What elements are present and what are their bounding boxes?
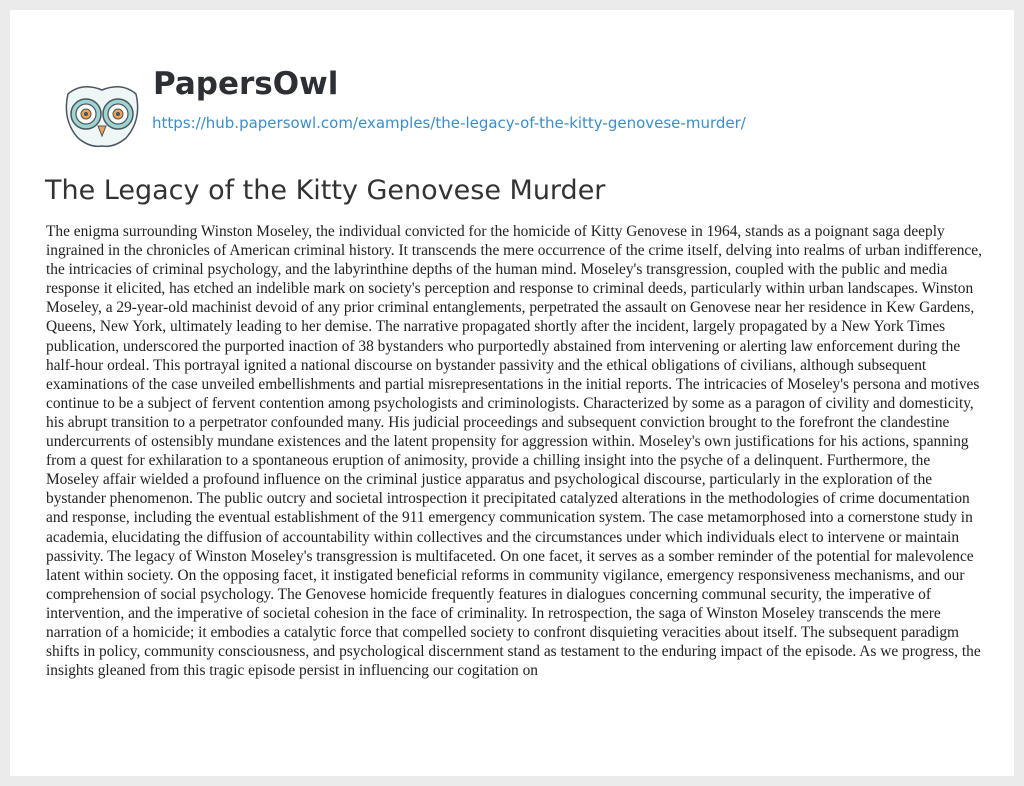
brand-name: PapersOwl <box>153 66 339 102</box>
page-title: The Legacy of the Kitty Genovese Murder <box>45 175 606 206</box>
owl-logo-icon <box>62 84 142 148</box>
essay-body: The enigma surrounding Winston Moseley, the individual convicted for the homicide of Kitty Genovese in 1964, stands as a poignant saga deeply ingrained in the chronicles of American criminal history. It transcends the mere occurrence of the crime itself, delving into realms of urban indifference, the intricacies of criminal psychology, and the labyrinthine depths of the human mind. Moseley's transgression, coupled with the public and media response it elicited, has etched an indelible mark on society's perception and response to criminal deeds, particularly within urban landscapes. Winston Moseley, a 29-year-old machinist devoid of any prior criminal entanglements, perpetrated the assault on Genovese near her residence in Kew Gardens, Queens, New York, ultimately leading to her demise. The narrative propagated shortly after the incident, largely propagated by a New York Times publication, underscored the purported inaction of 38 bystanders who purportedly abstained from intervening or alerting law enforcement during the half-hour ordeal. This portrayal ignited a national discourse on bystander passivity and the ethical obligations of civilians, although subsequent examinations of the case unveiled embellishments and partial misrepresentations in the initial reports. The intricacies of Moseley's persona and motives continue to be a subject of fervent contention among psychologists and criminologists. Characterized by some as a paragon of civility and domesticity, his abrupt transition to a perpetrator confounded many. His judicial proceedings and subsequent conviction brought to the forefront the clandestine undercurrents of ostensibly mundane existences and the latent propensity for aggression within. Moseley's own justifications for his actions, spanning from a quest for exhilaration to a spontaneous eruption of animosity, provide a chilling insight into the psyche of a delinquent. Furthermore, the Moseley affair wielded a profound influence on the criminal justice apparatus and psychological discourse, particularly in the exploration of the bystander phenomenon. The public outcry and societal introspection it precipitated catalyzed alterations in the methodologies of crime documentation and response, including the eventual establishment of the 911 emergency communication system. The case metamorphosed into a cornerstone study in academia, elucidating the diffusion of accountability within collectives and the circumstances under which individuals elect to intervene or maintain passivity. The legacy of Winston Moseley's transgression is multifaceted. On one facet, it serves as a somber reminder of the potential for malevolence latent within society. On the opposing facet, it instigated beneficial reforms in community vigilance, emergency responsiveness mechanisms, and our comprehension of social psychology. The Genovese homicide frequently features in dialogues concerning communal security, the imperative of intervention, and the imperative of societal cohesion in the face of criminality. In retrospection, the saga of Winston Moseley transcends the mere narration of a homicide; it embodies a catalytic force that compelled society to confront disquieting veracities about itself. The subsequent paradigm shifts in policy, community consciousness, and psychological discernment stand as testament to the enduring impact of the episode. As we progress, the insights gleaned from this tragic episode persist in influencing our cogitation on <box>46 223 982 680</box>
source-url-link[interactable]: https://hub.papersowl.com/examples/the-legacy-of-the-kitty-genovese-murder/ <box>152 114 746 132</box>
document-page <box>10 10 1014 776</box>
